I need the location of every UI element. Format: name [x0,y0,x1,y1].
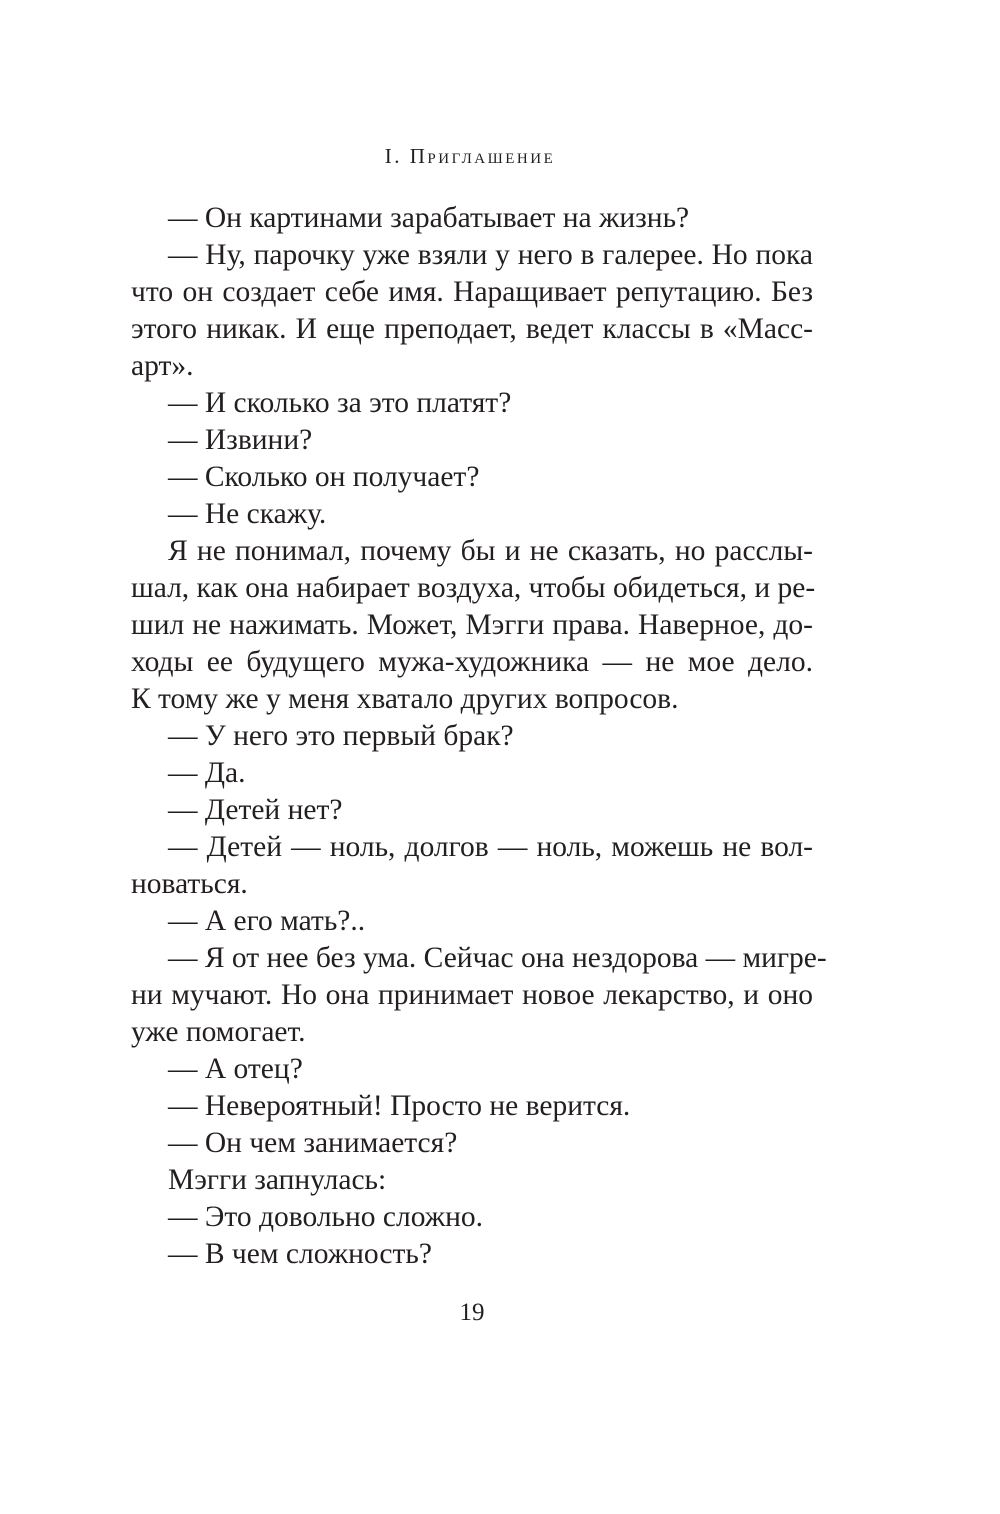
text-line: — У него это первый брак? [168,720,514,752]
text-line: ходы ее будущего мужа-художника — не мое дело. [131,646,813,678]
text-line: шил не нажимать. Может, Мэгги права. Наверное, до- [131,609,813,641]
body-text [131,200,827,1273]
text-line: шал, как она набирает воздуха, чтобы обидеться, и ре- [131,572,816,604]
text-line: Я не понимал, почему бы и не сказать, но расслы- [168,535,813,567]
text-line: — Детей — ноль, долгов — ноль, можешь не вол- [168,831,813,863]
text-line: этого никак. И еще преподает, ведет классы в «Масс- [131,313,813,345]
text-line: ни мучают. Но она принимает новое лекарство, и оно [131,979,813,1011]
text-line: — Детей нет? [168,794,343,826]
text-line: К тому же у меня хватало других вопросов. [131,683,679,715]
text-line: что он создает себе имя. Наращивает репутацию. Без [131,276,813,308]
text-line: — Я от нее без ума. Сейчас она нездорова — мигре- [168,942,827,974]
page-number: 19 [459,1299,485,1326]
text-line: — В чем сложность? [168,1238,432,1270]
text-line: — А отец? [168,1053,303,1085]
text-line: — Ну, парочку уже взяли у него в галерее. Но пока [168,239,813,271]
text-line: — Не скажу. [168,498,327,530]
text-line: — Да. [168,757,246,789]
text-line: арт». [131,350,194,382]
text-line: — Сколько он получает? [168,461,480,493]
text-line: — Это довольно сложно. [168,1201,484,1233]
text-line: уже помогает. [131,1016,306,1048]
text-line: — А его мать?.. [168,905,366,937]
text-line: — Он картинами зарабатывает на жизнь? [168,202,690,234]
running-head: I. Приглашение [384,144,556,168]
text-line: Мэгги запнулась: [168,1164,387,1196]
text-line: — Невероятный! Просто не верится. [168,1090,631,1122]
text-line: новаться. [131,868,248,900]
text-line: — Он чем занимается? [168,1127,458,1159]
text-line: — Извини? [168,424,313,456]
text-line: — И сколько за это платят? [168,387,512,419]
